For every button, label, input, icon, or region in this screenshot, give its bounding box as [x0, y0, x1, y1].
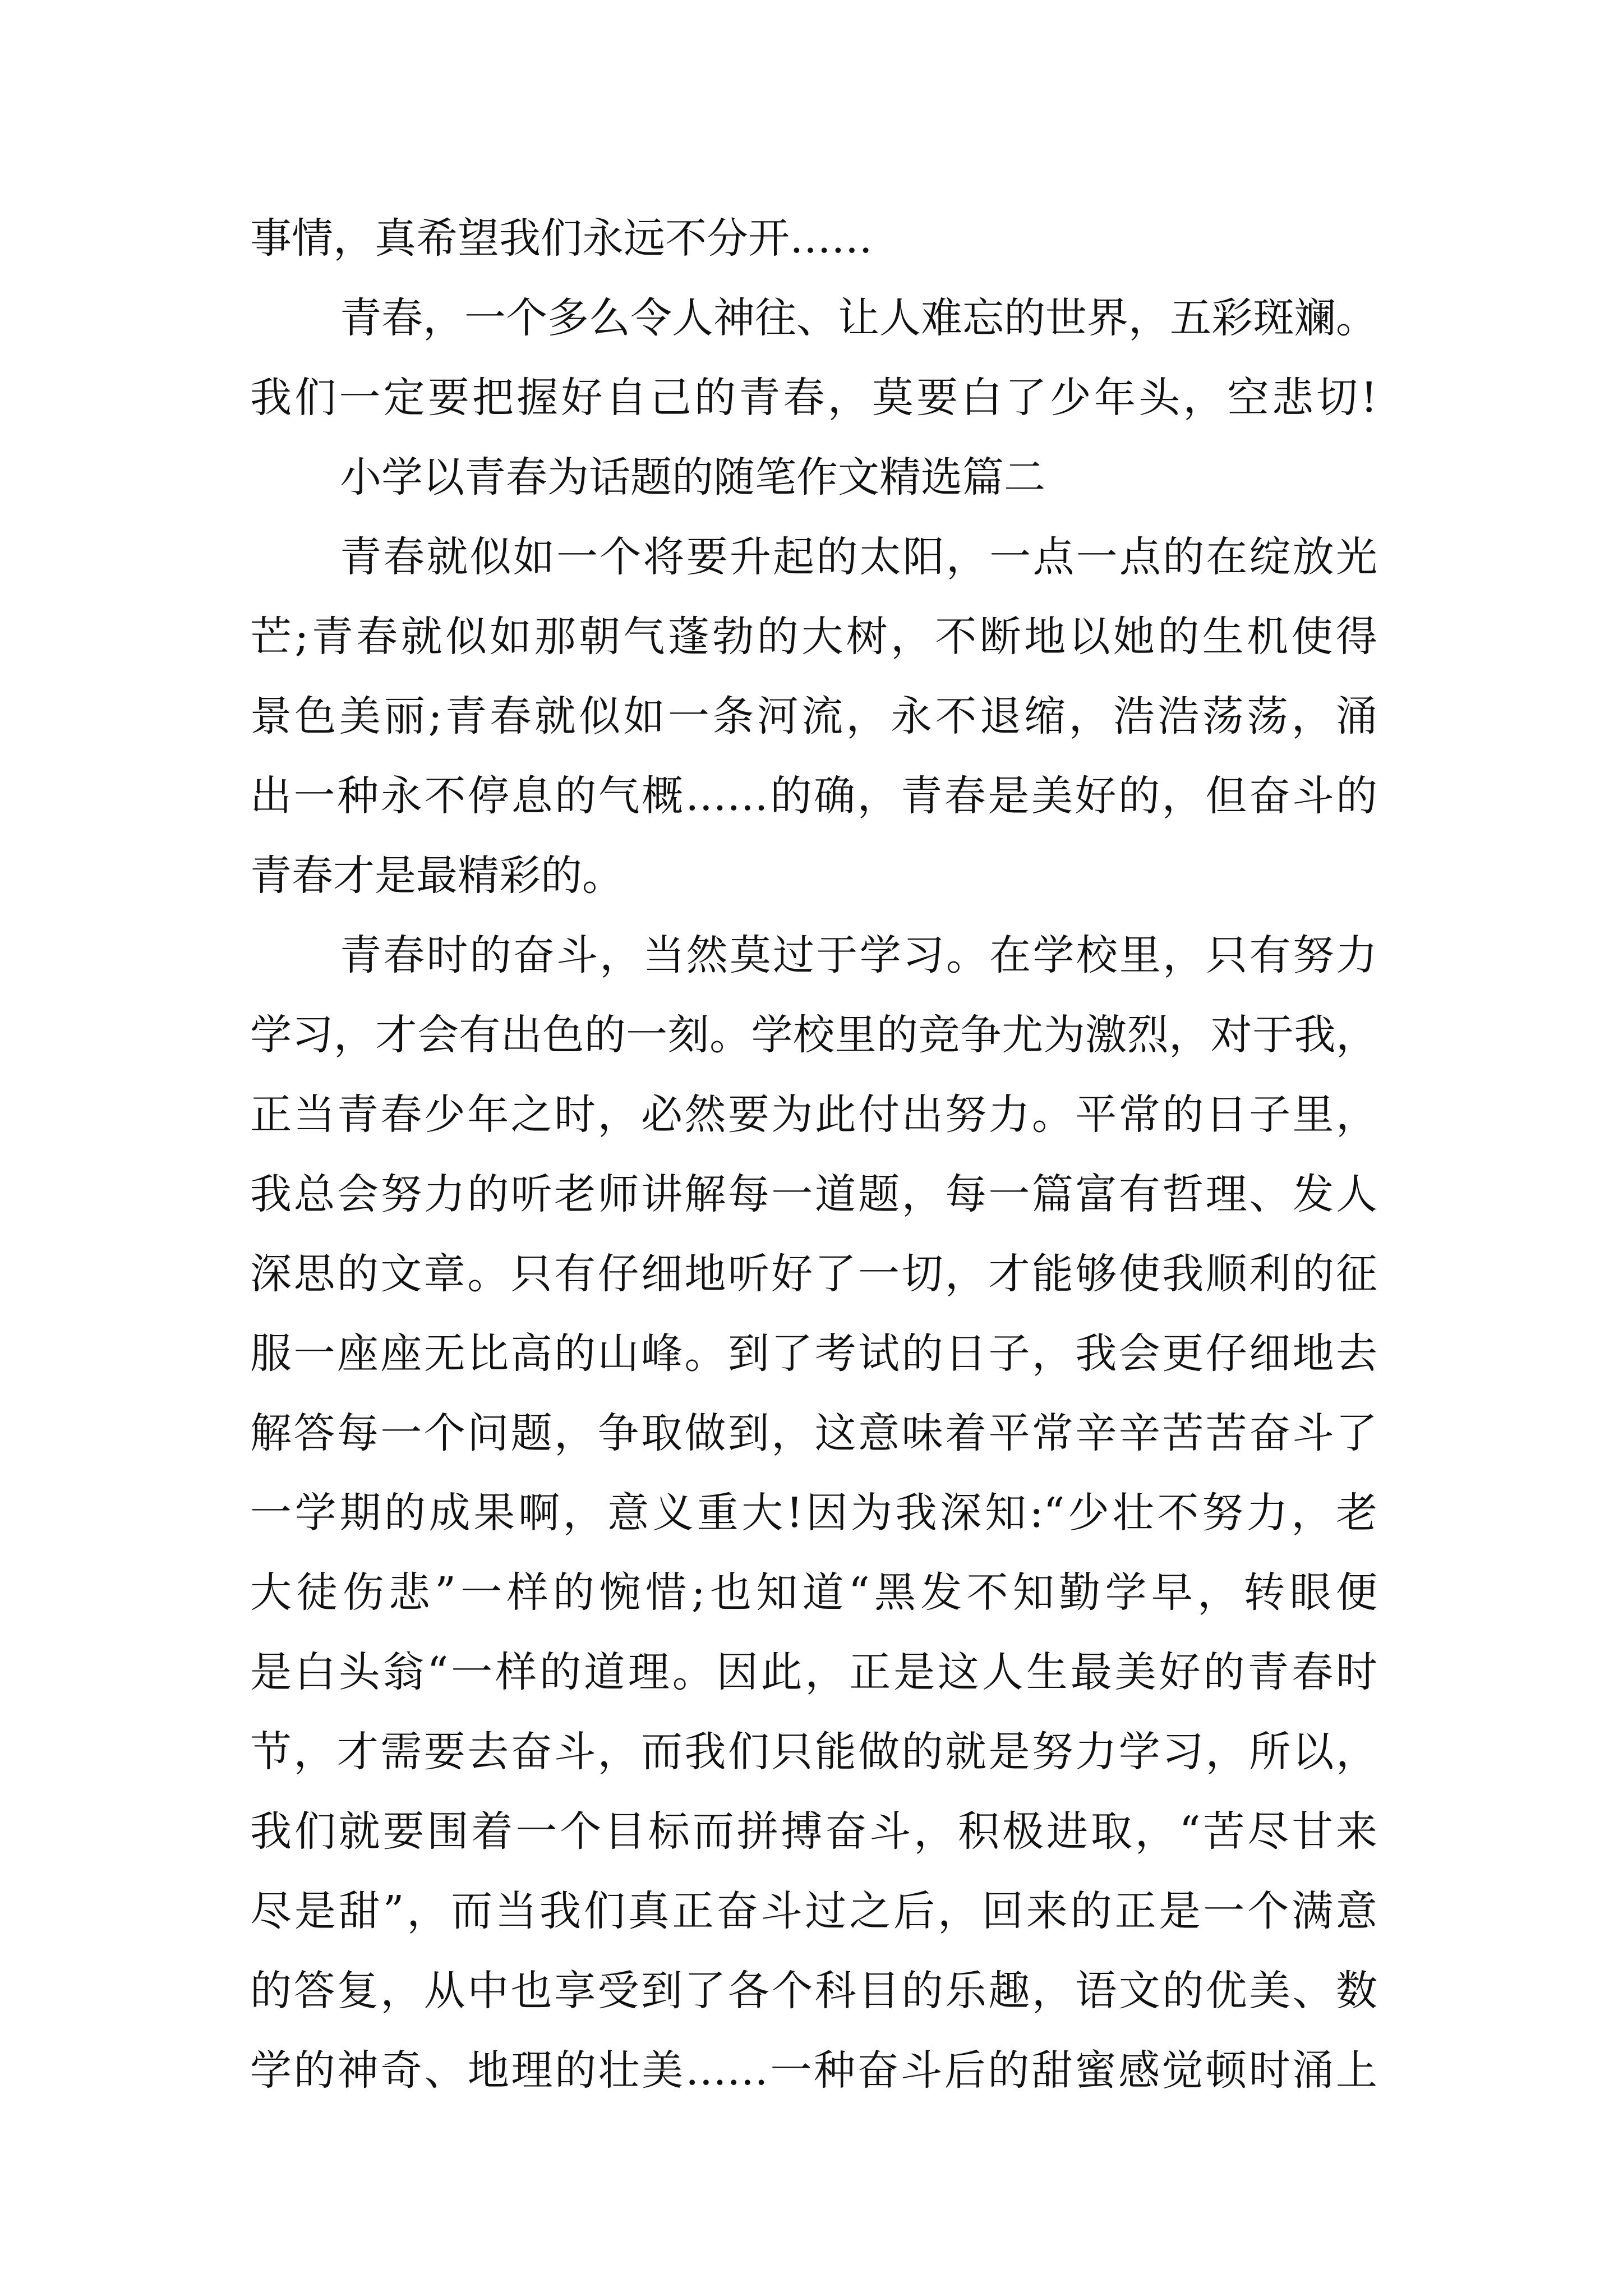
text-line: 是白头翁“一样的道理。因此，正是这人生最美好的青春时	[250, 1648, 1377, 1696]
text-line: 出一种永不停息的气概……的确，青春是美好的，但奋斗的	[250, 772, 1377, 820]
text-line: 芒;青春就似如那朝气蓬勃的大树，不断地以她的生机使得	[250, 613, 1377, 661]
text-line: 一学期的成果啊，意义重大!因为我深知:“少壮不努力，老	[250, 1489, 1377, 1537]
text-line: 大徒伤悲”一样的惋惜;也知道“黑发不知勤学早，转眼便	[250, 1568, 1377, 1617]
text-line: 的答复，从中也享受到了各个科目的乐趣，语文的优美、数	[250, 1967, 1377, 2015]
text-line: 学习，才会有出色的一刻。学校里的竞争尤为激烈，对于我，	[250, 1011, 1377, 1059]
text-line: 事情，真希望我们永远不分开……	[250, 214, 873, 263]
text-line: 尽是甜”，而当我们真正奋斗过之后，回来的正是一个满意	[250, 1887, 1377, 1935]
text-line: 解答每一个问题，争取做到，这意味着平常辛辛苦苦奋斗了	[250, 1409, 1377, 1457]
text-line: 青春就似如一个将要升起的太阳，一点一点的在绽放光	[340, 533, 1377, 581]
text-line: 我们一定要把握好自己的青春，莫要白了少年头，空悲切!	[250, 374, 1377, 422]
text-line: 青春才是最精彩的。	[250, 852, 624, 900]
section-heading: 小学以青春为话题的随笔作文精选篇二	[340, 453, 1045, 501]
text-line: 节，才需要去奋斗，而我们只能做的就是努力学习，所以，	[250, 1728, 1377, 1776]
text-line: 深思的文章。只有仔细地听好了一切，才能够使我顺利的征	[250, 1250, 1377, 1298]
text-line: 景色美丽;青春就似如一条河流，永不退缩，浩浩荡荡，涌	[250, 692, 1377, 740]
text-line: 我们就要围着一个目标而拼搏奋斗，积极进取，“苦尽甘来	[250, 1807, 1377, 1856]
text-line: 我总会努力的听老师讲解每一道题，每一篇富有哲理、发人	[250, 1170, 1377, 1218]
text-line: 服一座座无比高的山峰。到了考试的日子，我会更仔细地去	[250, 1329, 1377, 1378]
text-line: 正当青春少年之时，必然要为此付出努力。平常的日子里，	[250, 1091, 1377, 1139]
text-line: 学的神奇、地理的壮美……一种奋斗后的甜蜜感觉顿时涌上	[250, 2046, 1377, 2095]
text-line: 青春，一个多么令人神往、让人难忘的世界，五彩斑斓。	[340, 294, 1377, 342]
text-line: 青春时的奋斗，当然莫过于学习。在学校里，只有努力	[340, 931, 1377, 979]
